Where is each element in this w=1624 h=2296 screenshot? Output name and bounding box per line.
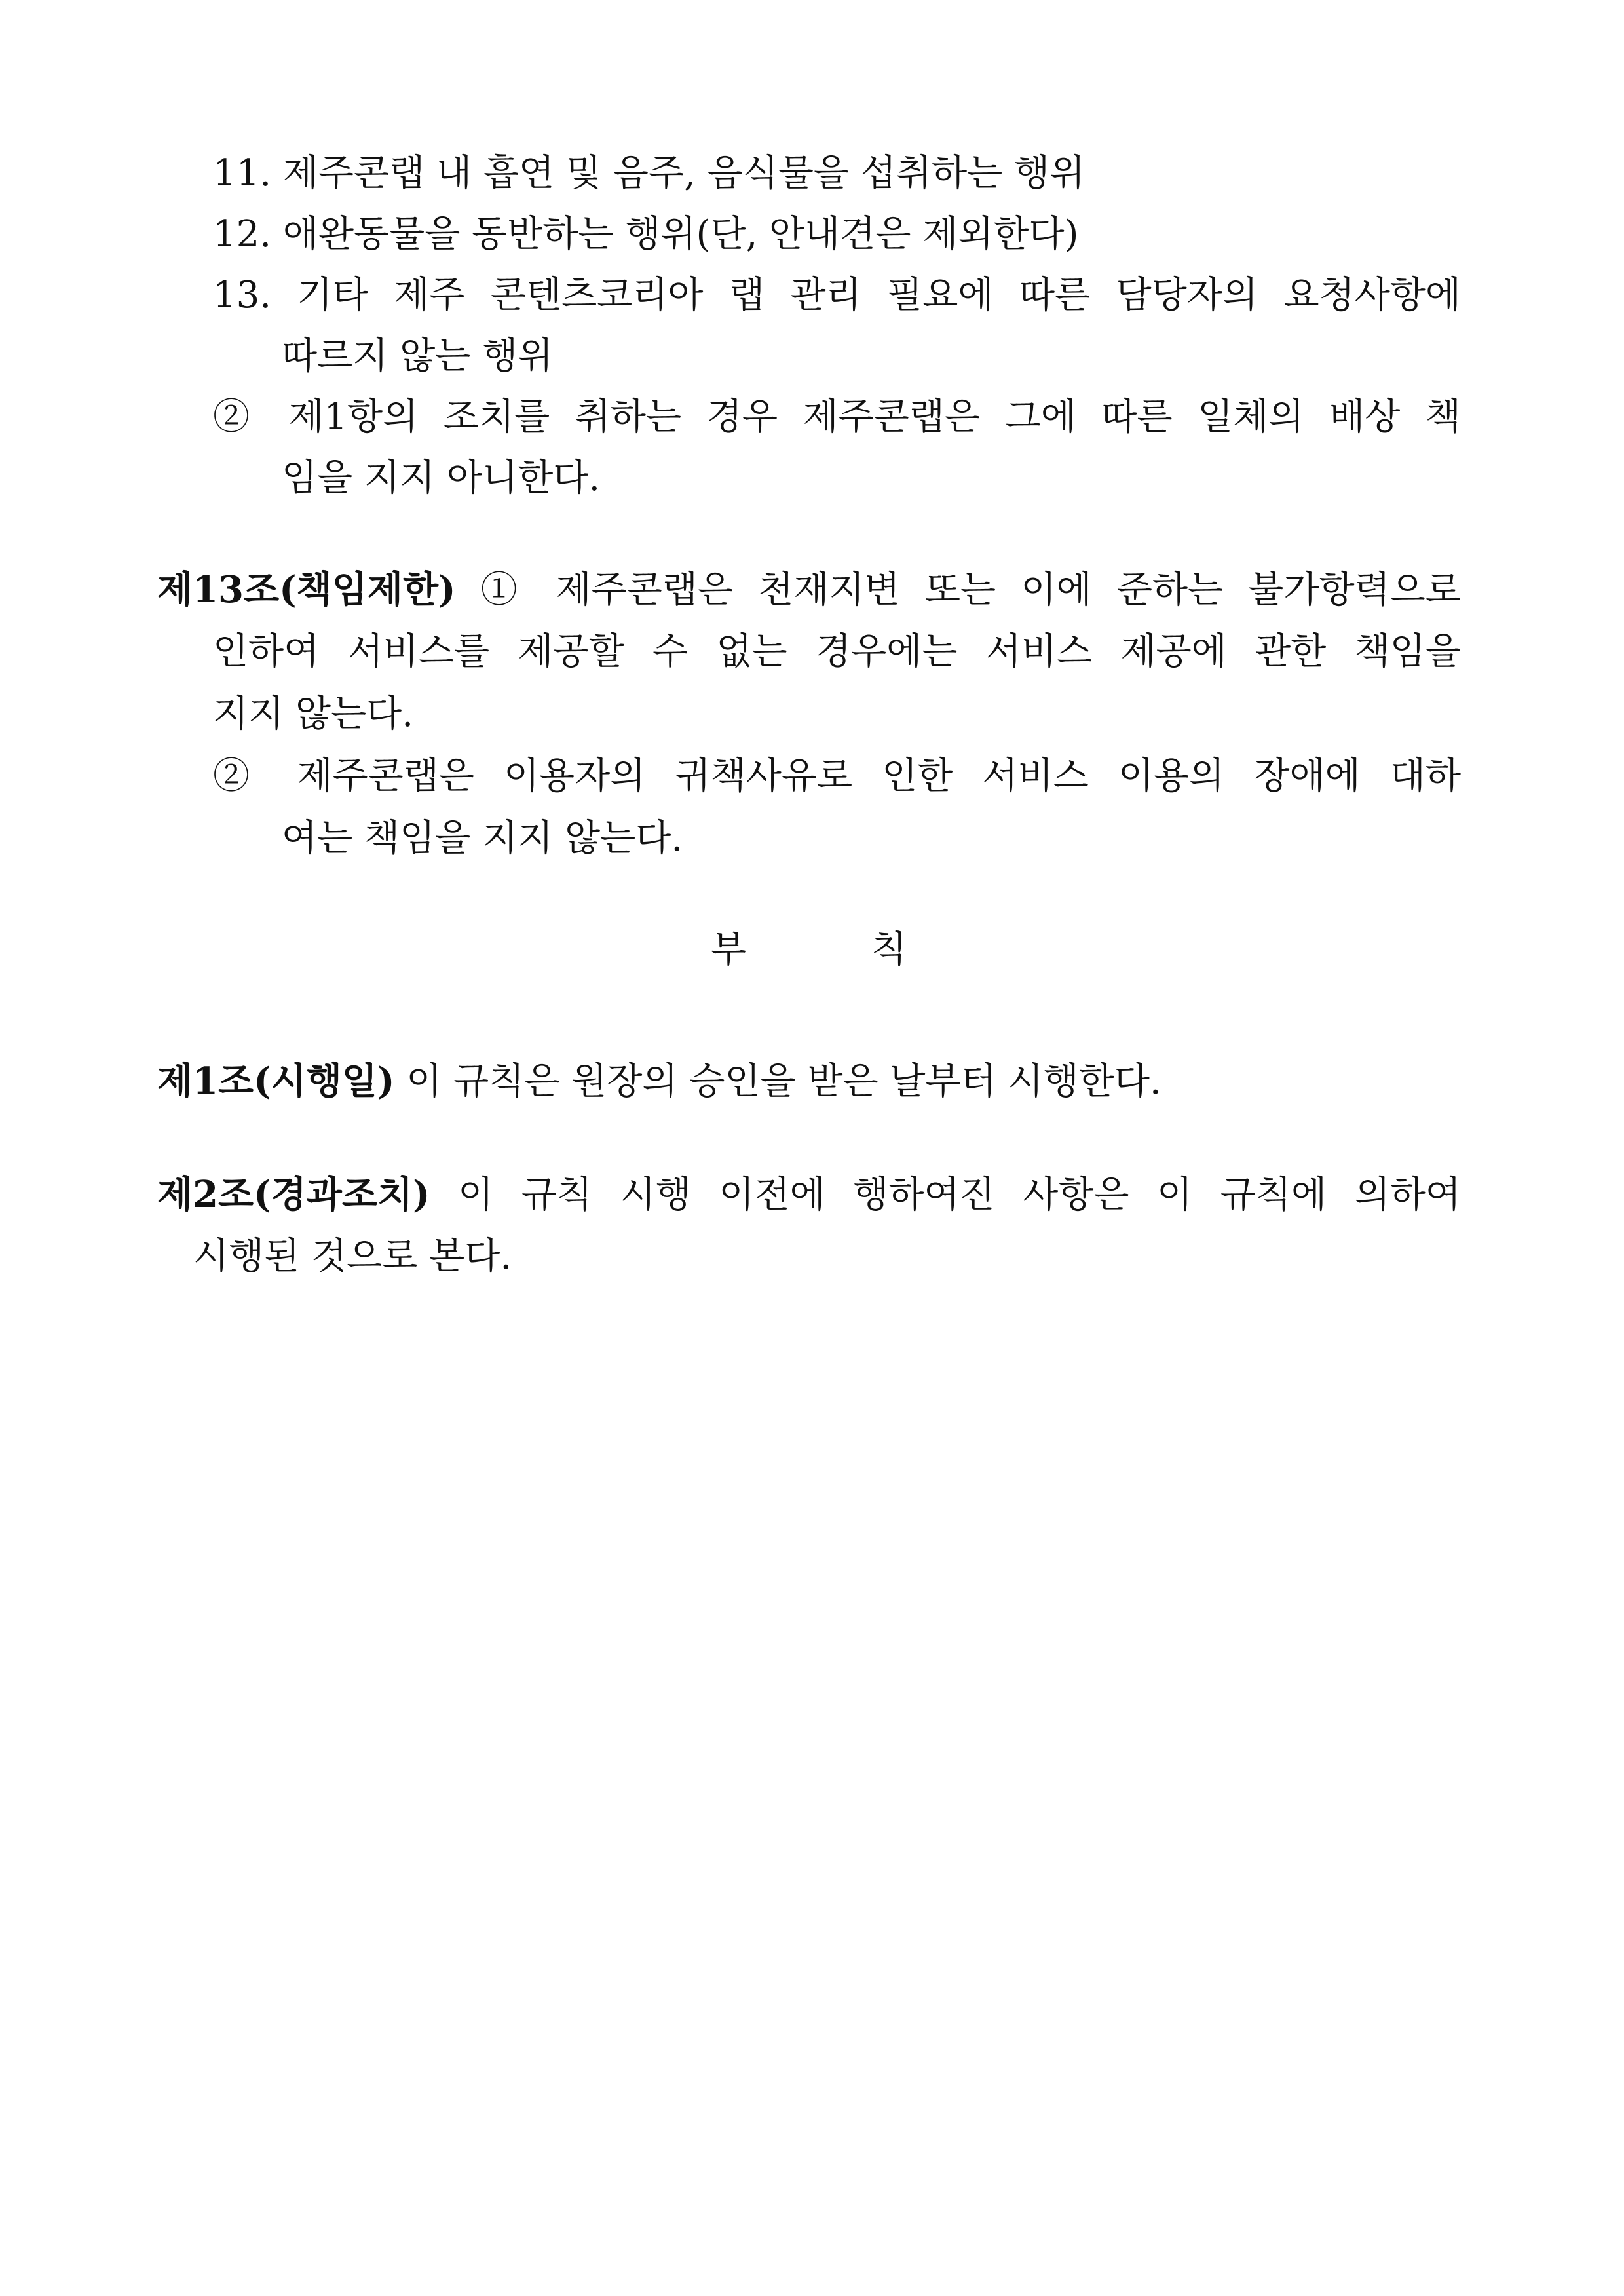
article-13-line-3: 지지 않는다. — [213, 693, 414, 735]
article-13-clause-2-line-2: 여는 책임을 지지 않는다. — [282, 817, 683, 860]
article-13-line-2: 인하여 서비스를 제공할 수 없는 경우에는 서비스 제공에 관한 책임을 — [213, 630, 1461, 673]
paragraph-2-line-1: ② 제1항의 조치를 취하는 경우 제주콘랩은 그에 따른 일체의 배상 책 — [213, 396, 1461, 438]
article-13-heading: 제13조(책임제한) — [157, 568, 456, 611]
supplementary-article-2-line-1 — [157, 1172, 1461, 1218]
supplementary-article-1-text: 이 규칙은 원장의 승인을 받은 날부터 시행한다. — [406, 1060, 1161, 1103]
supplementary-title-char-1: 부 — [711, 928, 747, 971]
supplementary-title-char-2: 칙 — [871, 928, 907, 971]
supplementary-article-2-line-2: 시행된 것으로 본다. — [193, 1235, 512, 1278]
supplementary-article-1 — [157, 1058, 1271, 1105]
list-item-12: 12. 애완동물을 동반하는 행위(단, 안내견은 제외한다) — [213, 213, 1079, 256]
article-13-clause-1-start: ① 제주콘랩은 천재지변 또는 이에 준하는 불가항력으로 — [480, 569, 1461, 611]
supplementary-article-2-text-start: 이 규칙 시행 이전에 행하여진 사항은 이 규칙에 의하여 — [458, 1174, 1461, 1216]
paragraph-2-line-2: 임을 지지 아니한다. — [282, 457, 601, 499]
list-item-13-line-2: 따르지 않는 행위 — [282, 335, 554, 377]
article-13-clause-2-line-1: ② 제주콘랩은 이용자의 귀책사유로 인한 서비스 이용의 장애에 대하 — [213, 755, 1461, 797]
supplementary-article-2-heading: 제2조(경과조치) — [157, 1173, 430, 1216]
list-item-11: 11. 제주콘랩 내 흡연 및 음주, 음식물을 섭취하는 행위 — [213, 152, 1086, 195]
article-13-line-1 — [157, 567, 1461, 613]
list-item-13-line-1: 13. 기타 제주 콘텐츠코리아 랩 관리 필요에 따른 담당자의 요청사항에 — [213, 274, 1461, 316]
supplementary-article-1-heading: 제1조(시행일) — [157, 1060, 395, 1103]
